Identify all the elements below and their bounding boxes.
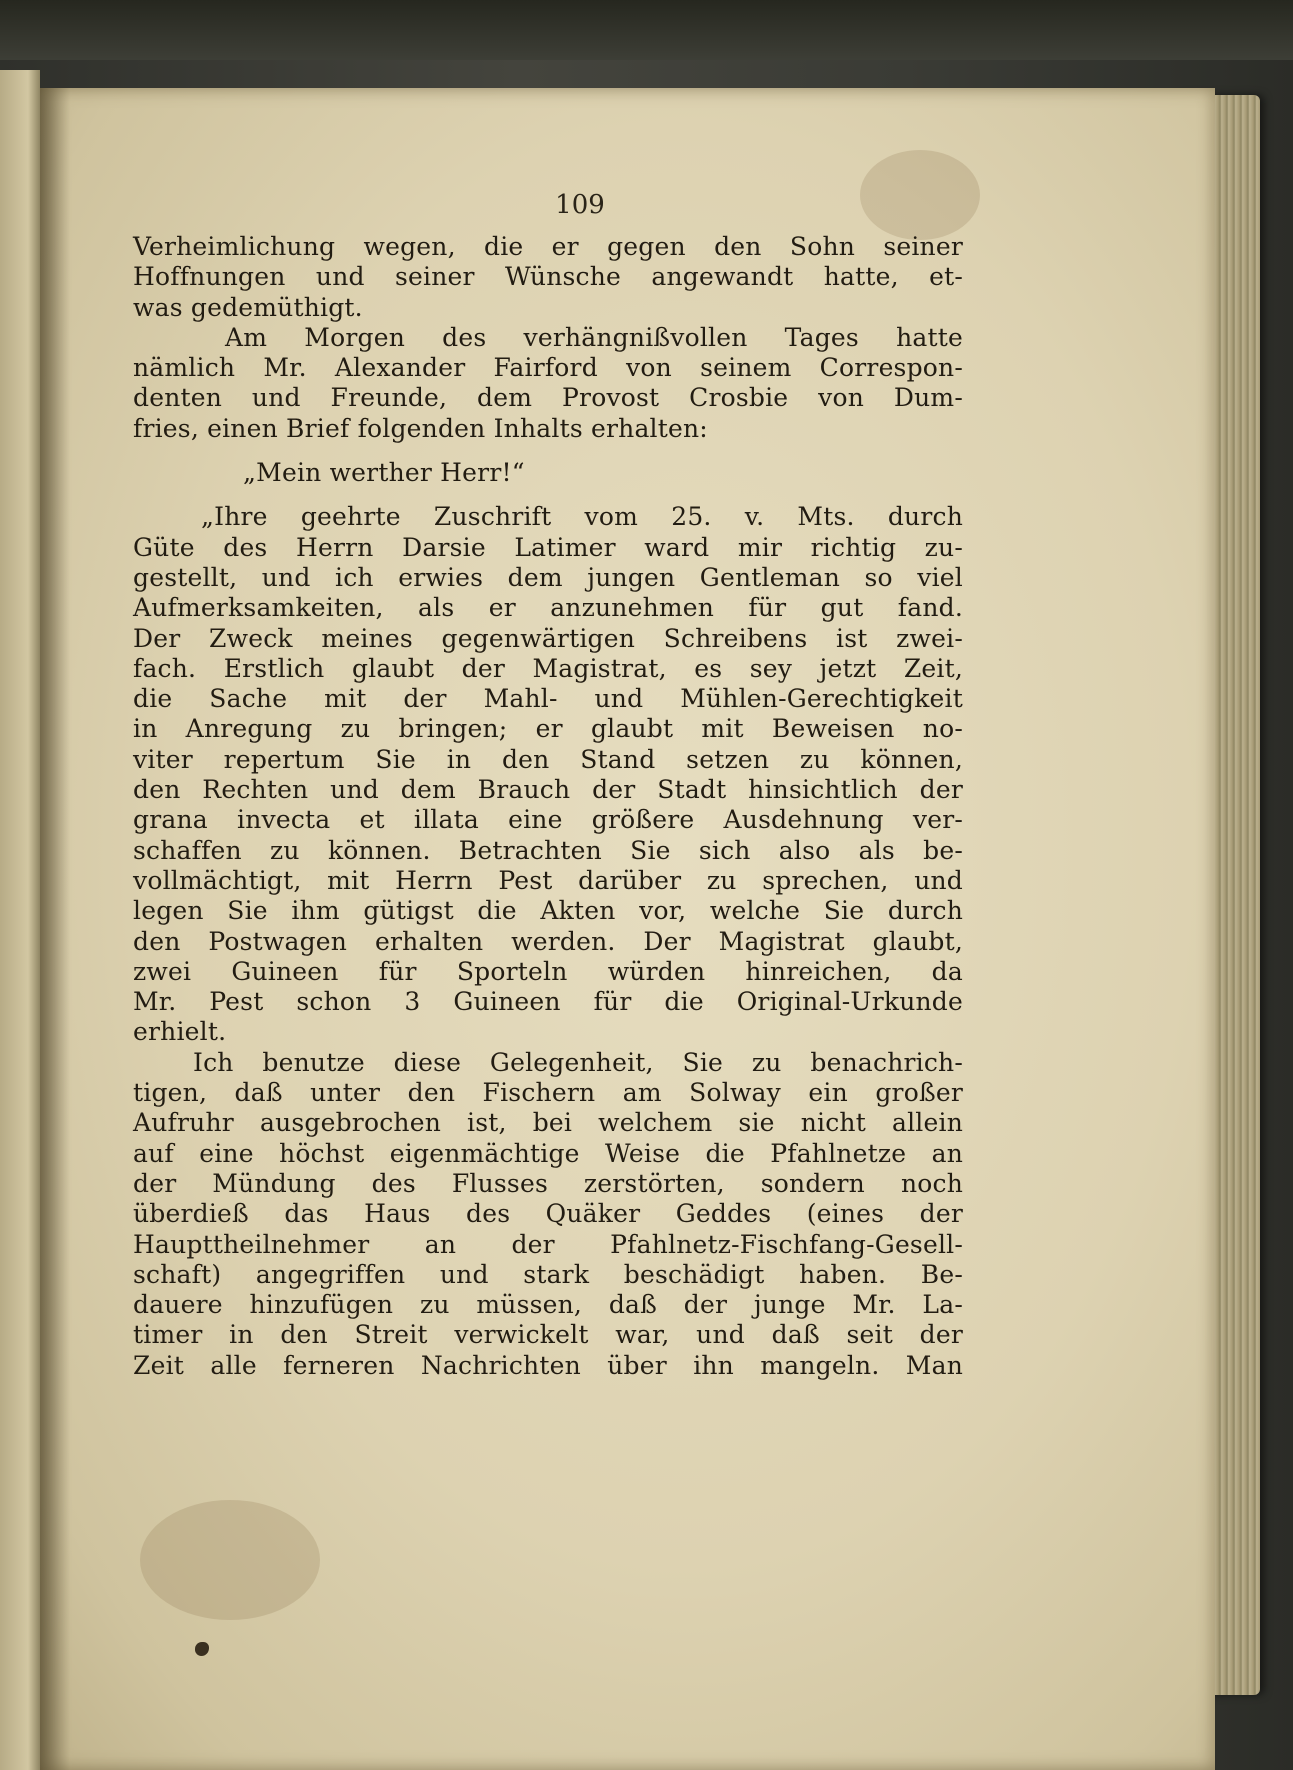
text-line: gestellt, und ich erwies dem jungen Gentleman so viel — [133, 562, 963, 592]
paper-stain — [860, 150, 980, 240]
text-line: timer in den Streit verwickelt war, und daß seit der — [133, 1320, 963, 1350]
text-line: fach. Erstlich glaubt der Magistrat, es sey jetzt Zeit, — [133, 653, 963, 683]
text-line: schaft) angegriffen und stark beschädigt haben. Be- — [133, 1259, 963, 1289]
text-line: tigen, daß unter den Fischern am Solway ein großer — [133, 1078, 963, 1108]
text-line: zwei Guineen für Sporteln würden hinreichen, da — [133, 956, 963, 986]
text-line: in Anregung zu bringen; er glaubt mit Beweisen no- — [133, 714, 963, 744]
text-line: grana invecta et illata eine größere Ausdehnung ver- — [133, 805, 963, 835]
text-line: was gedemüthigt. — [133, 292, 363, 322]
text-line: viter repertum Sie in den Stand setzen zu können, — [133, 744, 963, 774]
text-line: Verheimlichung wegen, die er gegen den Sohn seiner — [133, 232, 963, 261]
text-line: Aufruhr ausgebrochen ist, bei welchem sie nicht allein — [133, 1108, 963, 1138]
page-gutter-shadow — [40, 88, 70, 1770]
text-line: den Postwagen erhalten werden. Der Magistrat glaubt, — [133, 926, 963, 956]
text-line: auf eine höchst eigenmächtige Weise die Pfahlnetze an — [133, 1138, 963, 1168]
text-line: Zeit alle ferneren Nachrichten über ihn mangeln. Man — [133, 1350, 963, 1380]
text-line: die Sache mit der Mahl- und Mühlen-Gerechtigkeit — [133, 684, 963, 714]
text-line: schaffen zu können. Betrachten Sie sich also als be- — [133, 835, 963, 865]
text-line: Am Morgen des verhängnißvollen Tages hatte — [225, 322, 963, 352]
text-line: den Rechten und dem Brauch der Stadt hinsichtlich der — [133, 775, 963, 805]
text-line: Ich benutze diese Gelegenheit, Sie zu benachrich- — [193, 1047, 963, 1077]
text-line: Haupttheilnehmer an der Pfahlnetz-Fischfang-Gesell- — [133, 1229, 963, 1259]
text-line: fries, einen Brief folgenden Inhalts erhalten: — [133, 413, 708, 443]
text-line: der Mündung des Flusses zerstörten, sondern noch — [133, 1168, 963, 1198]
text-line: Güte des Herrn Darsie Latimer ward mir richtig zu- — [133, 532, 963, 562]
facing-page-edge — [0, 70, 40, 1770]
text-line: Aufmerksamkeiten, als er anzunehmen für gut fand. — [133, 593, 963, 623]
text-line: dauere hinzufügen zu müssen, daß der junge Mr. La- — [133, 1290, 963, 1320]
body-text — [133, 232, 963, 1381]
text-line: „Ihre geehrte Zuschrift vom 25. v. Mts. durch — [201, 502, 963, 532]
text-line: Hoffnungen und seiner Wünsche angewandt hatte, et- — [133, 262, 963, 292]
text-line: erhielt. — [133, 1017, 227, 1047]
text-line: nämlich Mr. Alexander Fairford von seinem Correspon- — [133, 353, 963, 383]
letter-salutation: „Mein werther Herr!“ — [243, 458, 525, 488]
book-cover-top-edge — [0, 0, 1293, 60]
text-line: Der Zweck meines gegenwärtigen Schreibens ist zwei- — [133, 623, 963, 653]
text-line: vollmächtigt, mit Herrn Pest darüber zu sprechen, und — [133, 865, 963, 895]
text-line: denten und Freunde, dem Provost Crosbie von Dum- — [133, 383, 963, 413]
text-line: überdieß das Haus des Quäker Geddes (eines der — [133, 1199, 963, 1229]
page-number: 109 — [555, 190, 605, 220]
text-line: legen Sie ihm gütigst die Akten vor, welche Sie durch — [133, 896, 963, 926]
paper-stain — [140, 1500, 320, 1620]
text-line: Mr. Pest schon 3 Guineen für die Original-Urkunde — [133, 987, 963, 1017]
